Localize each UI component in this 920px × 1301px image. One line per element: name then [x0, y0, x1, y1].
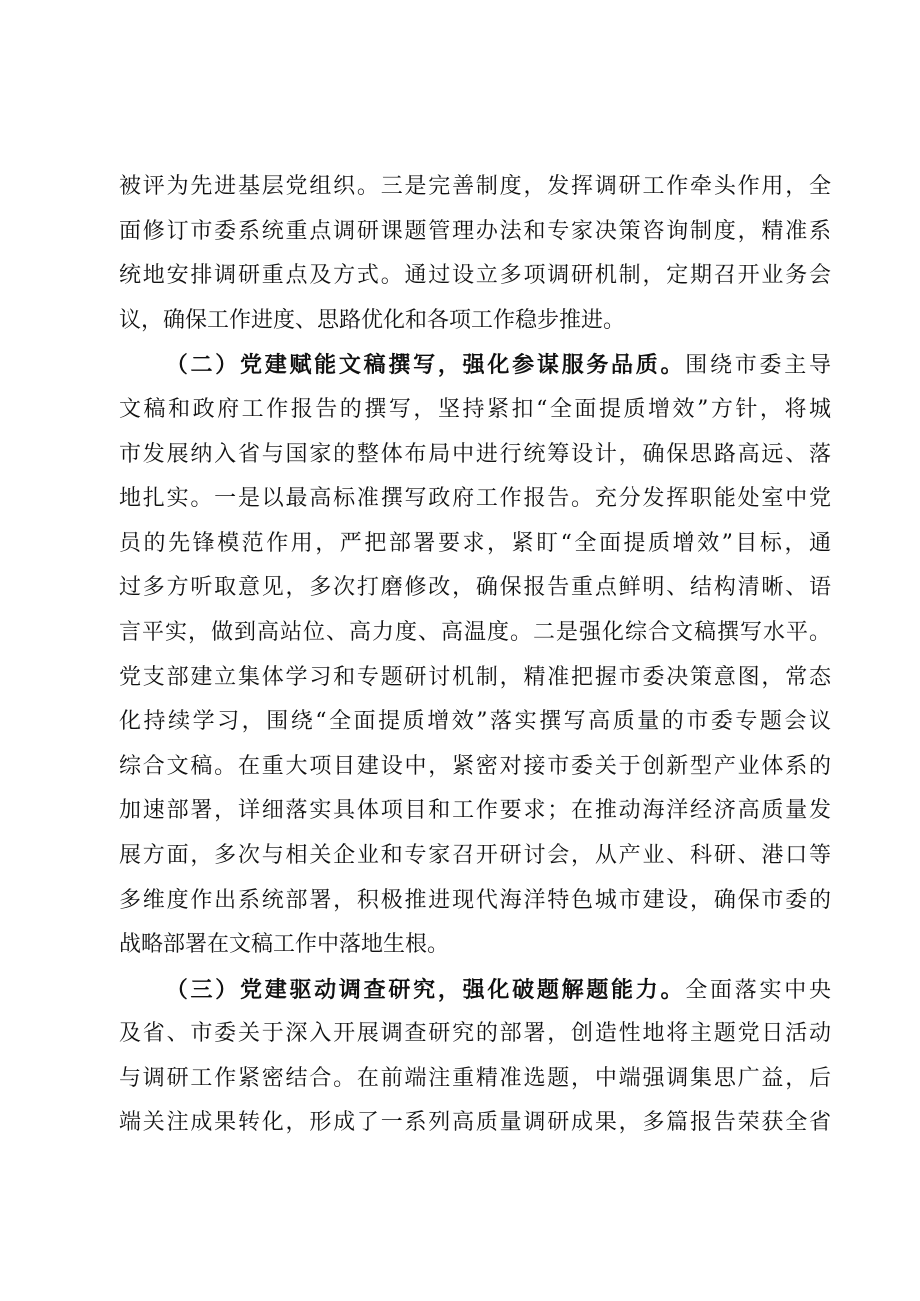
paragraph-first-line	[119, 343, 831, 388]
document-body	[119, 165, 831, 1146]
text-line: 文稿和政府工作报告的撰写，坚持紧扣“全面提质增效”方针，将城	[119, 396, 831, 422]
section-heading: （二）党建赋能文稿撰写，强化参谋服务品质。	[163, 352, 686, 379]
text-line: 言平实，做到高站位、高力度、高温度。二是强化综合文稿撰写水平。	[119, 619, 831, 645]
text-line: 与调研工作紧密结合。在前端注重精准选题，中端强调集思广益，后	[119, 1065, 831, 1091]
text-line: 地扎实。一是以最高标准撰写政府工作报告。充分发挥职能处室中党	[119, 486, 831, 512]
text-line: 面修订市委系统重点调研课题管理办法和专家决策咨询制度，精准系	[119, 218, 831, 244]
text-line: 综合文稿。在重大项目建设中，紧密对接市委关于创新型产业体系的	[119, 753, 831, 779]
text-line: 多维度作出系统部署，积极推进现代海洋特色城市建设，确保市委的	[119, 887, 831, 913]
text-line: 化持续学习，围绕“全面提质增效”落实撰写高质量的市委专题会议	[119, 709, 831, 735]
heading-continuation: 围绕市委主导	[685, 353, 831, 379]
text-line: 议，确保工作进度、思路优化和各项工作稳步推进。	[119, 307, 626, 333]
text-line: 被评为先进基层党组织。三是完善制度，发挥调研工作牵头作用，全	[119, 174, 831, 199]
text-line: 市发展纳入省与国家的整体布局中进行统筹设计，确保思路高远、落	[119, 441, 831, 467]
text-line: 及省、市委关于深入开展调查研究的部署，创造性地将主题党日活动	[119, 1021, 831, 1047]
text-line: 党支部建立集体学习和专题研讨机制，精准把握市委决策意图，常态	[119, 664, 831, 690]
text-line: 端关注成果转化，形成了一系列高质量调研成果，多篇报告荣获全省	[119, 1110, 831, 1136]
paragraph-2	[119, 343, 831, 967]
text-line: 战略部署在文稿工作中落地生根。	[119, 932, 450, 958]
paragraph-3	[119, 968, 831, 1146]
section-heading: （三）党建驱动调查研究，强化破题解题能力。	[163, 976, 686, 1003]
text-line: 员的先锋模范作用，严把部署要求，紧盯“全面提质增效”目标，通	[119, 530, 831, 556]
text-line: 展方面，多次与相关企业和专家召开研讨会，从产业、科研、港口等	[119, 842, 831, 868]
paragraph-first-line	[119, 968, 831, 1013]
text-line: 加速部署，详细落实具体项目和工作要求；在推动海洋经济高质量发	[119, 798, 831, 824]
paragraph-1	[119, 165, 831, 343]
text-line: 统地安排调研重点及方式。通过设立多项调研机制，定期召开业务会	[119, 263, 831, 289]
heading-continuation: 全面落实中央	[685, 977, 831, 1003]
text-line: 过多方听取意见，多次打磨修改，确保报告重点鲜明、结构清晰、语	[119, 575, 831, 601]
